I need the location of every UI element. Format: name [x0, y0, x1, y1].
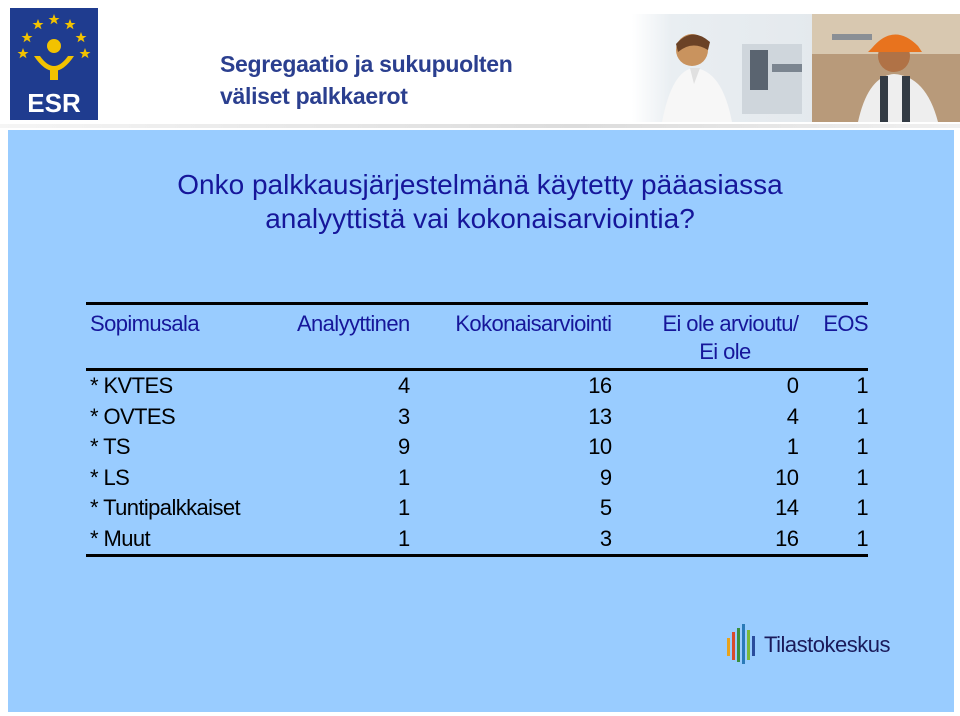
header-kokonaisarviointi: Kokonaisarviointi	[410, 304, 612, 339]
cell-kokonaisarviointi: 16	[588, 373, 612, 399]
table-row	[86, 524, 868, 556]
header-photo	[632, 14, 960, 122]
cell-kokonaisarviointi: 9	[599, 464, 612, 490]
svg-text:ESR: ESR	[27, 88, 81, 118]
esr-logo	[10, 8, 98, 120]
table-header-row	[86, 304, 868, 339]
cell-eos: 1	[856, 403, 868, 429]
table-row	[86, 402, 868, 433]
cell-eos: 1	[856, 434, 868, 460]
tilastokeskus-mark-icon	[726, 624, 758, 666]
cell-analyyttinen: 1	[397, 495, 410, 521]
cell-analyyttinen: 1	[397, 464, 410, 490]
cell-analyyttinen: 4	[397, 373, 410, 399]
row-label: * Tuntipalkkaiset	[90, 495, 240, 521]
header-title-line2: väliset palkkaerot	[220, 83, 408, 109]
cell-ei-ole: 4	[786, 403, 799, 429]
cell-ei-ole: 0	[786, 373, 799, 399]
cell-kokonaisarviointi: 10	[588, 434, 612, 460]
cell-kokonaisarviointi: 3	[410, 524, 612, 556]
cell-kokonaisarviointi: 13	[588, 403, 612, 429]
header-analyyttinen: Analyyttinen	[257, 304, 410, 339]
header-ei-ole-arvioutu: Ei ole arvioutu/	[611, 304, 798, 339]
cell-eos: 1	[798, 524, 868, 556]
tilastokeskus-logo	[726, 624, 906, 666]
row-label: * KVTES	[90, 373, 173, 399]
data-table	[86, 302, 868, 557]
slide-title	[0, 168, 960, 236]
table-row	[86, 432, 868, 463]
header-sopimusala: Sopimusala	[86, 304, 257, 339]
cell-kokonaisarviointi: 5	[599, 495, 612, 521]
table-row	[86, 370, 868, 402]
cell-analyyttinen: 9	[397, 434, 410, 460]
header-title	[220, 48, 513, 112]
cell-eos: 1	[856, 373, 868, 399]
table-header-subrow	[86, 338, 868, 370]
header-banner	[0, 0, 960, 126]
row-label: * OVTES	[90, 403, 176, 429]
cell-ei-ole: 1	[786, 434, 799, 460]
table-row	[86, 463, 868, 494]
row-label: * LS	[90, 464, 130, 490]
header-title-line1: Segregaatio ja sukupuolten	[220, 51, 513, 77]
slide-title-line1: Onko palkkausjärjestelmänä käytetty pääasiassa	[177, 169, 783, 200]
cell-analyyttinen: 1	[257, 524, 410, 556]
cell-ei-ole: 16	[611, 524, 798, 556]
header-divider	[0, 124, 960, 128]
cell-analyyttinen: 3	[397, 403, 410, 429]
slide-title-line2: analyyttistä vai kokonaisarviointia?	[265, 203, 695, 234]
row-label: * TS	[90, 434, 130, 460]
cell-ei-ole: 14	[775, 495, 799, 521]
cell-eos: 1	[856, 495, 868, 521]
table-row	[86, 493, 868, 524]
cell-eos: 1	[856, 464, 868, 490]
cell-ei-ole: 10	[775, 464, 799, 490]
tilastokeskus-text: Tilastokeskus	[764, 632, 890, 657]
header-ei-ole: Ei ole	[611, 338, 798, 370]
row-label: * Muut	[86, 524, 257, 556]
header-eos: EOS	[798, 304, 868, 339]
